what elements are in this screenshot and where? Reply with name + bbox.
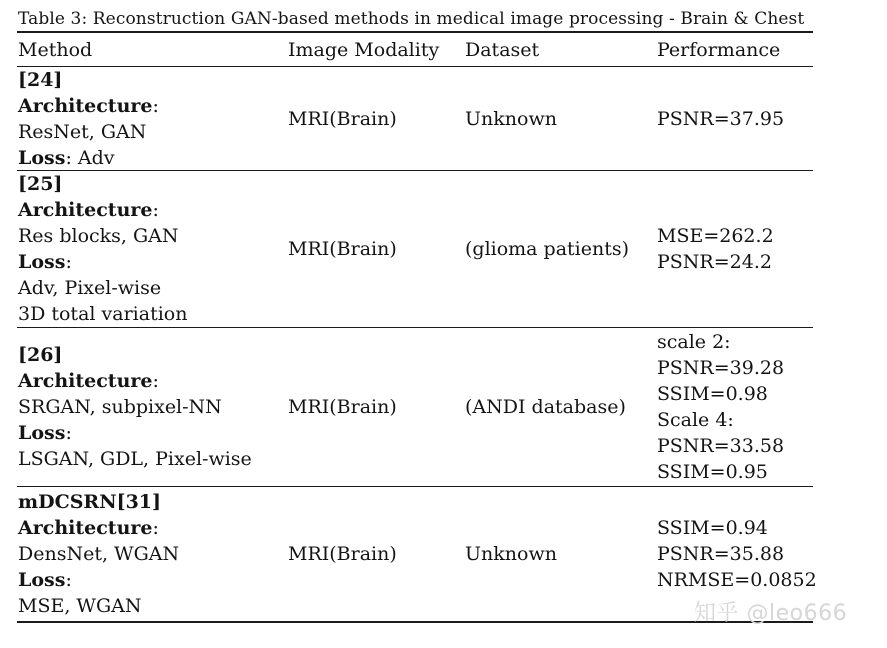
performance-value: Scale 4: [657,408,734,431]
dataset-cell [465,171,653,327]
method-cell [18,328,283,485]
architecture-label: Architecture [18,516,153,539]
header-dataset: Dataset [465,39,540,61]
dataset-cell [465,328,653,485]
performance-value: PSNR=24.2 [657,251,772,273]
modality-cell [288,67,458,170]
method-ref: [24] [18,69,63,91]
dataset-value: (glioma patients) [465,238,630,260]
architecture-colon: : [152,199,159,221]
architecture-value: SRGAN, subpixel-NN [18,395,222,418]
performance-value: SSIM=0.94 [657,516,768,539]
loss-value: : Adv [65,147,115,169]
loss-value: MSE, WGAN [18,594,142,617]
dataset-value: Unknown [465,542,557,565]
performance-value: MSE=262.2 [657,225,774,247]
method-cell [18,487,283,620]
performance-cell [657,171,817,327]
dataset-value: (ANDI database) [465,395,626,418]
performance-value: NRMSE=0.0852 [657,568,817,591]
performance-cell [657,67,817,170]
modality-value: MRI(Brain) [288,395,397,418]
architecture-value: ResNet, GAN [18,121,147,143]
loss-colon: : [65,421,72,444]
architecture-colon: : [152,369,159,392]
modality-cell [288,328,458,485]
loss-label: Loss [18,421,66,444]
modality-cell [288,171,458,327]
dataset-value: Unknown [465,107,557,130]
architecture-value: Res blocks, GAN [18,225,179,247]
loss-label: Loss [18,147,66,169]
top-rule [17,31,813,33]
table-row [17,67,813,170]
performance-value: scale 2: [657,330,731,353]
loss-value: 3D total variation [18,303,188,325]
performance-value: SSIM=0.98 [657,382,768,405]
modality-value: MRI(Brain) [288,238,397,260]
dataset-cell [465,487,653,620]
loss-label: Loss [18,568,66,591]
header-performance: Performance [657,39,781,61]
table-caption: Table 3: Reconstruction GAN-based methods in medical image processing - Brain & Chest [18,9,805,29]
performance-value: PSNR=33.58 [657,434,785,457]
loss-value: Adv, Pixel-wise [18,277,162,299]
method-ref: mDCSRN[31] [18,490,162,513]
architecture-colon: : [152,95,159,117]
table-row [17,171,813,327]
method-cell [18,67,283,171]
dataset-cell [465,67,653,170]
architecture-colon: : [152,516,159,539]
performance-value: PSNR=39.28 [657,356,785,379]
loss-value: LSGAN, GDL, Pixel-wise [18,447,252,470]
performance-value: SSIM=0.95 [657,460,768,483]
modality-value: MRI(Brain) [288,107,397,130]
table-row [17,328,813,485]
architecture-label: Architecture [18,95,153,117]
modality-value: MRI(Brain) [288,542,397,565]
header-image-modality: Image Modality [288,39,440,61]
method-ref: [25] [18,173,63,195]
header-method: Method [18,39,93,61]
method-cell [18,171,283,327]
performance-cell [657,328,817,485]
architecture-label: Architecture [18,369,153,392]
method-ref: [26] [18,343,63,366]
architecture-label: Architecture [18,199,153,221]
loss-colon: : [65,251,72,273]
performance-value: PSNR=37.95 [657,107,785,130]
modality-cell [288,487,458,620]
architecture-value: DensNet, WGAN [18,542,180,565]
watermark: 知乎 @leo666 [694,601,848,626]
performance-value: PSNR=35.88 [657,542,785,565]
loss-colon: : [65,568,72,591]
loss-label: Loss [18,251,66,273]
